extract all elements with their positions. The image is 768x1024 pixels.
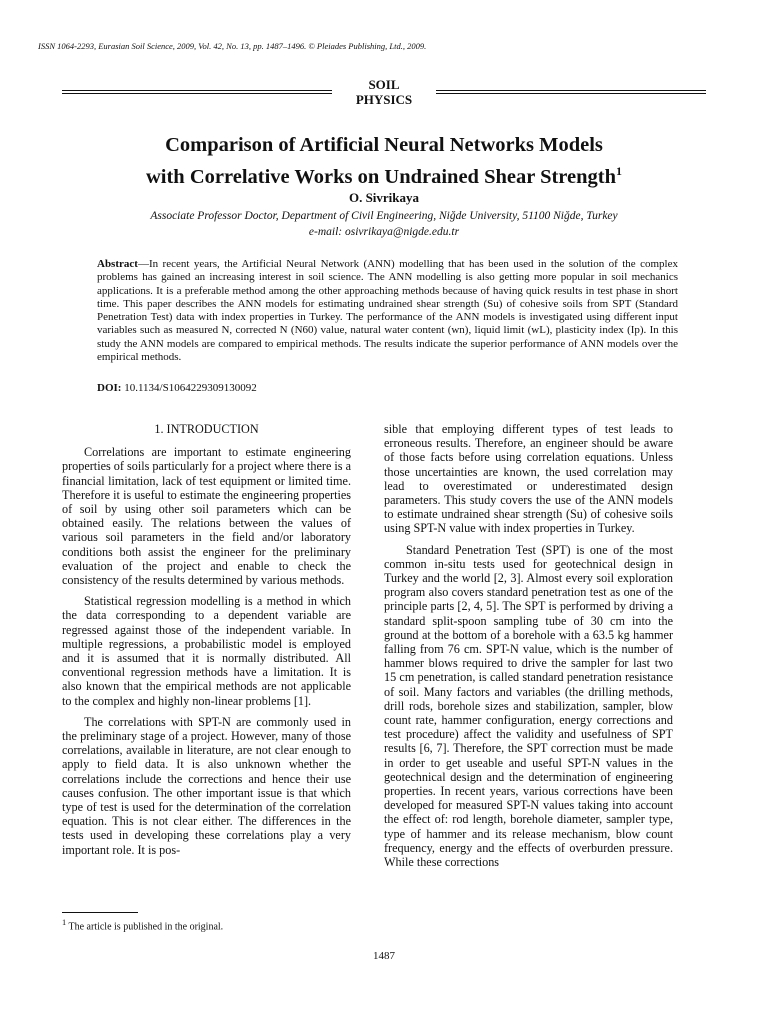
author-name: O. Sivrikaya xyxy=(348,190,420,205)
abstract-label: Abstract xyxy=(97,258,138,270)
article-title xyxy=(60,132,708,190)
doi-value: 10.1134/S1064229309130092 xyxy=(124,382,257,394)
header-rule-right xyxy=(436,90,706,94)
title-footnote-mark: 1 xyxy=(616,164,623,178)
doi-line xyxy=(97,382,257,394)
paragraph: sible that employing different types of test leads to erroneous results. Therefore, an engineer should be aware of those facts before using correlation equations. Unless those uncertainties are known, the used correlation may lead to overestimated or underestimated design parameters. This study covers the use of the ANN models to estimate undrained shear strength (Su) of cohesive soils using SPT-N value with index properties in Turkey. xyxy=(384,422,673,536)
section-label-line1: SOIL xyxy=(368,77,400,92)
paragraph: Standard Penetration Test (SPT) is one of the most common in-situ tests used for geotechnical design in Turkey and the world [2, 3]. Almost every soil exploration program also covers standard penetration test as one of the principle parts [2, 4, 5]. The SPT is performed by driving a standard split-spoon sampling tube of 30 cm into the ground at the bottom of a borehole with a 63.5 kg hammer falling from 76 cm. SPT-N value, which is the number of hammer blows required to drive the sampler for last two 15 cm penetration, is called standard penetration resistance of soil. Many factors and variables (the drilling methods, drill rods, borehole sizes and stabilization, sampler, blow count rate, hammer configuration, energy corrections and test procedure) affect the validity and usefulness of SPT results [6, 7]. Therefore, the SPT correction must be made in order to get useable and useful SPT-N values in the geotechnical design and the determination of engineering properties. In recent years, various corrections have been developed for measured SPT-N values taking into account the effect of: rod length, borehole diameter, sampler type, type of hammer and its release mechanism, blow count frequency, energy and the effects of overburden pressure. While these corrections xyxy=(384,542,673,870)
section-heading-introduction: 1. INTRODUCTION xyxy=(154,422,259,436)
journal-citation: ISSN 1064-2293, Eurasian Soil Science, 2009, Vol. 42, No. 13, pp. 1487–1496. © Pleiades Publishing, Ltd., 2009. xyxy=(38,41,427,51)
abstract-text: —In recent years, the Artificial Neural Network (ANN) modelling that has been used in the solution of the complex problems has gained an increasing interest in soil science. The ANN modelling is also getting more popular in soil mechanics applications. It is a preferable method among the other approaching methods because of having quick results in test phase in short time. This paper describes the ANN models for estimating undrained shear strength (Su) of cohesive soils from SPT (Standard Penetration Test) data with index properties in Turkey. The performance of the ANN models is investigated using different input variables such as measured N, corrected N (N60) value, natural water content (wn), liquid limit (wL), plasticity index (Ip). In this study the ANN models are compared to empirical methods. The results indicate the superior performance of ANN models over the empirical methods. xyxy=(97,258,678,364)
abstract xyxy=(97,258,678,364)
title-line2: with Correlative Works on Undrained Shear Strength xyxy=(145,165,617,188)
section-label-line2: PHYSICS xyxy=(355,92,413,107)
footnote-mark: 1 xyxy=(62,918,67,927)
page-number: 1487 xyxy=(373,950,395,962)
author-email: e-mail: osivrikaya@nigde.edu.tr xyxy=(308,226,460,238)
title-line1: Comparison of Artificial Neural Networks Models xyxy=(165,134,603,156)
footnote xyxy=(62,918,223,932)
paragraph: Statistical regression modelling is a method in which the data corresponding to a dependent variable are regressed against those of the independent variable. In multiple regressions, a probabilistic model is employed and it is assumed that it is normally distributed. All conventional regression methods have a limitation. It is also known that the empirical methods are not applicable to the complex and highly non-linear problems [1]. xyxy=(62,594,351,708)
footnote-text: The article is published in the original. xyxy=(66,921,224,933)
doi-label: DOI: xyxy=(97,382,122,394)
header-rule-left xyxy=(62,90,332,94)
footnote-rule xyxy=(62,912,138,913)
body-column-left xyxy=(62,422,351,864)
author-affiliation xyxy=(60,208,708,240)
section-header xyxy=(0,76,768,110)
paragraph: The correlations with SPT-N are commonly used in the preliminary stage of a project. However, many of those correlations, available in literature, are not clear enough to apply to field data. It is also unknown whether the correlations include the corrections and hence their use causes confusion. The other important issue is that which type of test is used for the determination of the correlation equation. This is not clear either. The differences in the tests used in developing these correlations play a very important role. It is pos- xyxy=(62,714,351,857)
paragraph: Correlations are important to estimate engineering properties of soils particularly for a project where there is a financial limitation, lack of test equipment or limited time. Therefore it is useful to estimate the engineering properties of soil by using other soil parameters which can be obtained easily. The relations between the values of various soil parameters in the field and/or laboratory conditions both assist the engineer for the preliminary evaluation of the project and enable to check the consistency of the results determined by various methods. xyxy=(62,445,352,588)
affiliation-text: Associate Professor Doctor, Department of Civil Engineering, Niğde University, 51100 Niğde, Turkey xyxy=(150,210,618,222)
body-column-right xyxy=(384,422,673,876)
